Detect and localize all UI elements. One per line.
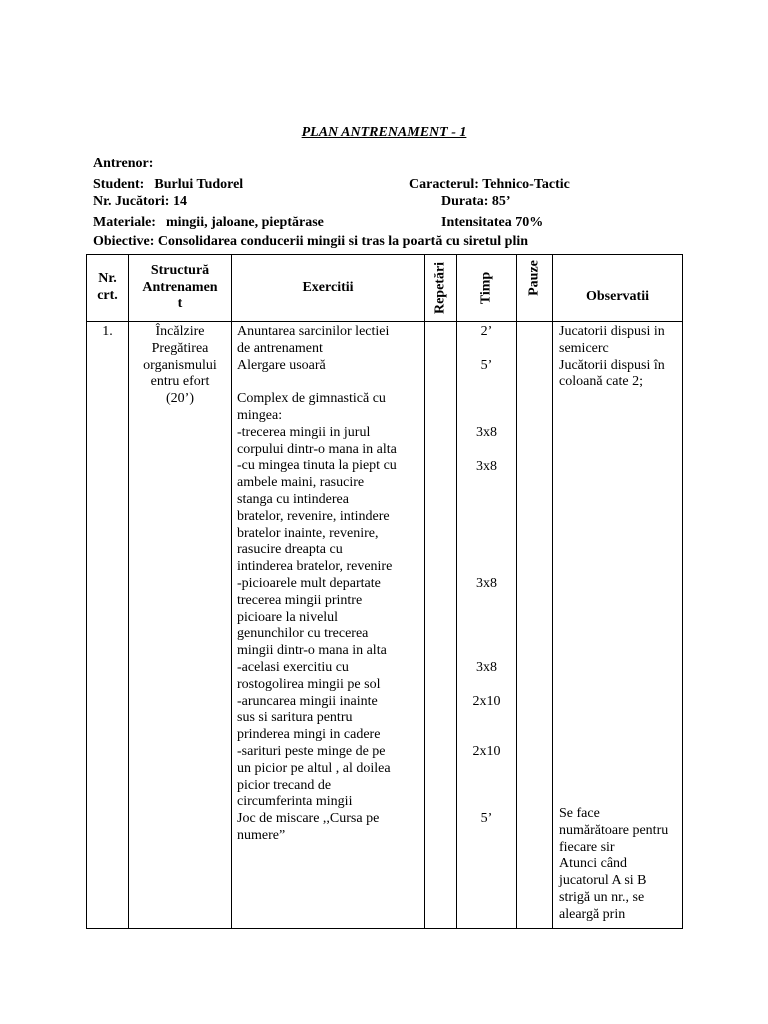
header-pauze [517,255,553,322]
time-value: 2’ [480,324,493,339]
materiale-label: Materiale: [93,215,156,230]
cell-pauze [517,322,553,929]
training-plan-table [86,254,683,929]
meta-obiective: Obiective: Consolidarea conducerii mingii si tras la poartă cu siretul plin [93,234,529,249]
header-nr-crt: Nr. crt. [87,255,129,322]
time-value: 2x10 [472,694,501,709]
header-structura: Structură Antrenamen t [129,255,232,322]
header-observatii: Observatii [553,255,683,322]
student-label: Student: [93,177,145,192]
time-value: 5’ [480,811,493,826]
meta-caracterul: Caracterul: Tehnico-Tactic [409,177,570,192]
header-timp [457,255,517,322]
meta-student [93,177,243,194]
materiale-items: mingii, jaloane, pieptărase [165,215,324,230]
pauze-label: Pauze [526,260,542,296]
meta-nr-jucatori: Nr. Jucători: 14 [93,194,187,209]
time-value: 3x8 [476,576,497,591]
student-name: Burlui Tudorel [154,177,244,192]
time-value: 3x8 [476,459,497,474]
time-value: 3x8 [476,425,497,440]
timp-label: Timp [478,271,494,305]
repetari-label: Repetări [432,261,448,315]
cell-structure: Încălzire Pregătirea organismului entru efort (20’) [129,322,232,929]
time-value: 3x8 [476,660,497,675]
table-header-row [87,255,683,322]
meta-durata: Durata: 85’ [441,194,511,209]
meta-materiale [93,215,324,232]
page-title: PLAN ANTRENAMENT - 1 [301,125,467,140]
cell-timp [457,322,517,929]
table-row [87,322,683,929]
cell-repetari [425,322,457,929]
cell-exercises: Anuntarea sarcinilor lectiei de antrenament Alergare usoară Complex de gimnastică cu mingea: -trecerea mingii in jurul corpului dintr-o mana in alta -cu mingea tinuta la piept cu ambele maini, rasucire stanga cu intinderea bratelor, revenire, intindere bratelor inainte, revenire, rasucire dreapta cu intinderea bratelor, revenire -picioarele mult departate trecerea mingii printre picioare la nivelul genunchilor cu trecerea mingii dintr-o mana in alta -acelasi exercitiu cu rostogolirea mingii pe sol -aruncarea mingii inainte sus si saritura pentru prinderea mingi in cadere -sarituri peste minge de pe un picior pe altul , al doilea picior trecand de circumferinta mingii Joc de miscare ,,Cursa pe numere” [232,322,425,929]
meta-antrenor: Antrenor: [93,156,154,171]
cell-observatii: Jucatorii dispusi in semicerc Jucătorii dispusi în coloană cate 2; Se face numărătoare pentru fiecare sir Atunci când jucatorul A si B strigă un nr., se aleargă prin [553,322,683,929]
header-exercitii: Exercitii [232,255,425,322]
header-repetari [425,255,457,322]
meta-intensitatea: Intensitatea 70% [441,215,544,230]
time-value: 2x10 [472,744,501,759]
time-value: 5’ [480,358,493,373]
cell-nr: 1. [87,322,129,929]
observations-bottom: Se face numărătoare pentru fiecare sir Atunci când jucatorul A si B strigă un nr., se aleargă prin [559,806,669,922]
